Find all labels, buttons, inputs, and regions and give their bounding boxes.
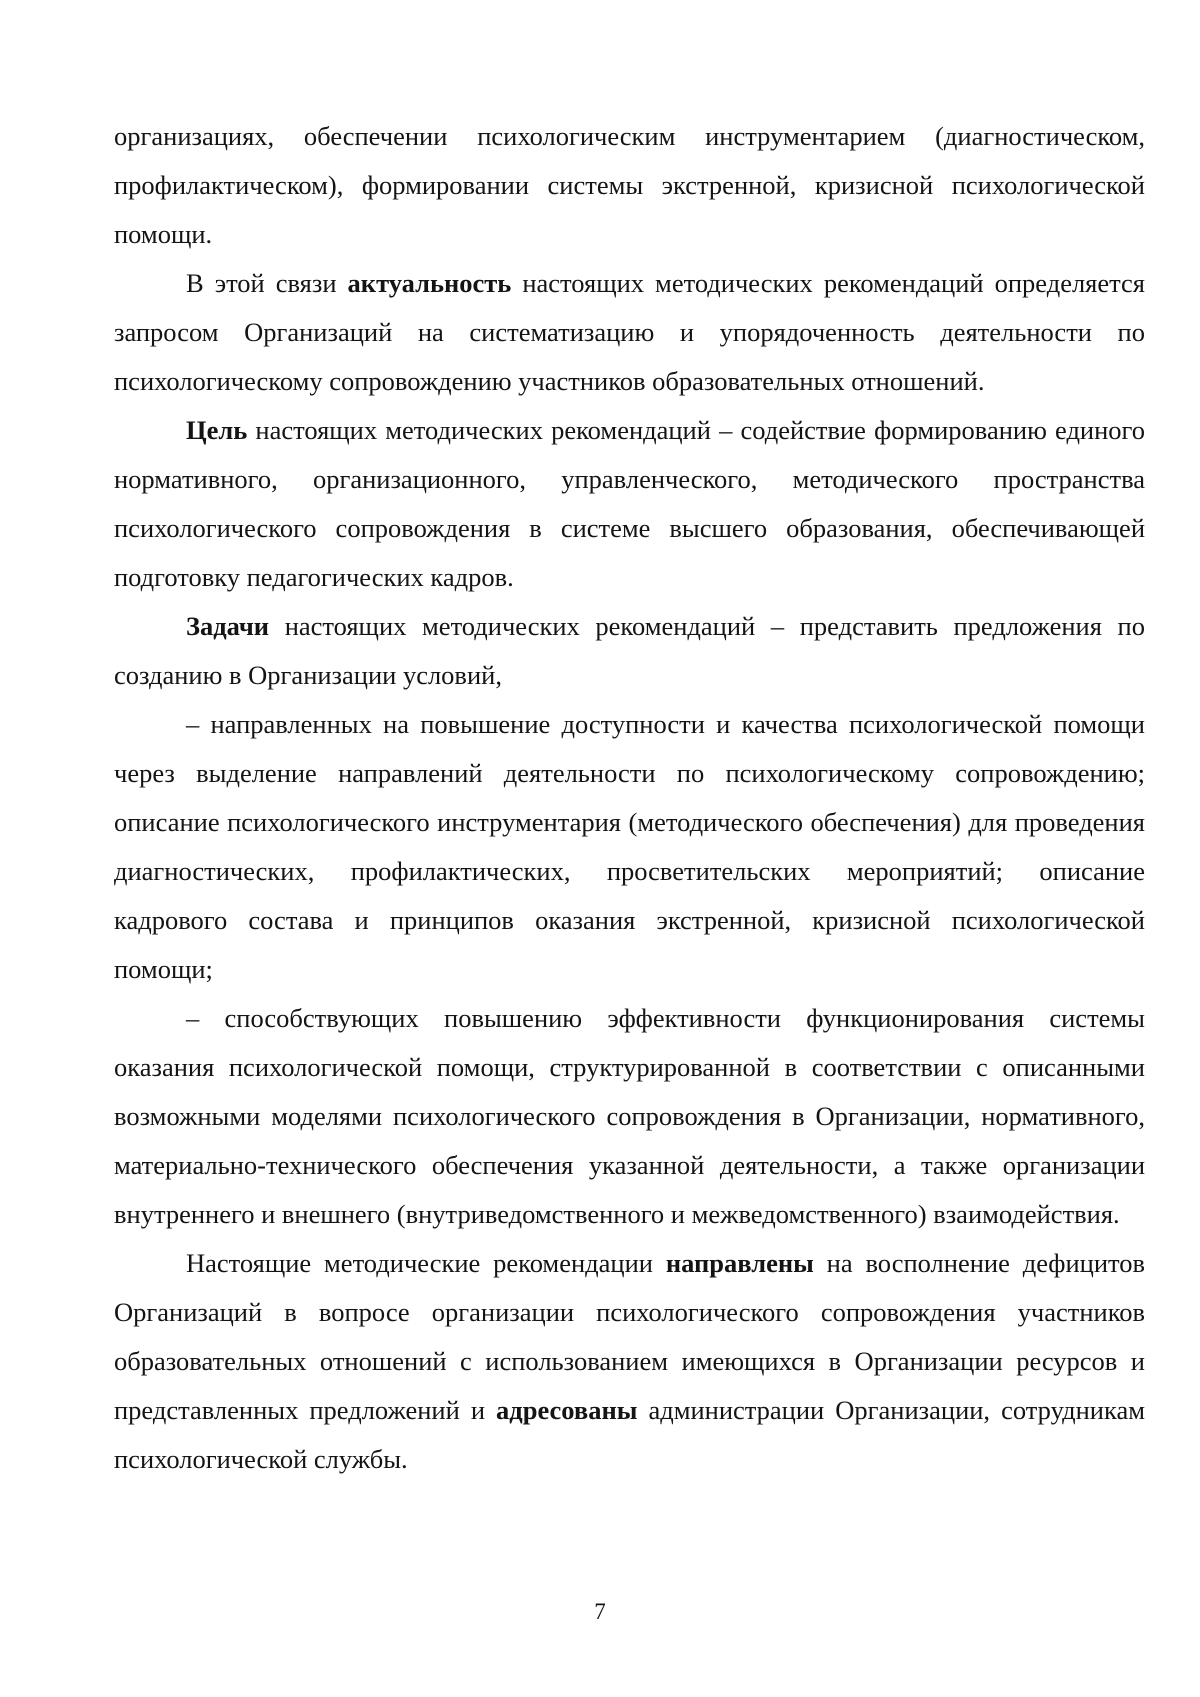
document-body [114, 112, 1145, 1484]
text-run: на восполнение дефицитов Организаций в вопросе организации психологического сопровождения участников образовательных отношений с использованием имеющихся в Организации ресурсов и представленных предложений и [114, 1248, 1145, 1425]
paragraph-p3 [114, 406, 1145, 602]
paragraph-p6 [114, 994, 1145, 1239]
text-run: – направленных на повышение доступности и качества психологической помощи через выделение направлений деятельности по психологическому сопровождению; описание психологического инструментария (методического обеспечения) для проведения диагностических, профилактических, просветительских мероприятий; описание кадрового состава и принципов оказания экстренной, кризисной психологической помощи; [114, 709, 1145, 984]
text-run: организациях, обеспечении психологическим инструментарием (диагностическом, профилактическом), формировании системы экстренной, кризисной психологической помощи. [114, 121, 1145, 249]
page-number: 7 [594, 1599, 606, 1624]
bold-term: актуальность [347, 268, 512, 298]
bold-term: адресованы [496, 1395, 638, 1425]
bold-term: направлены [665, 1248, 814, 1278]
paragraph-p2 [114, 259, 1145, 406]
paragraph-p7 [114, 1239, 1145, 1484]
text-run: – способствующих повышению эффективности функционирования системы оказания психологической помощи, структурированной в соответствии с описанными возможными моделями психологического сопровождения в Организации, нормативного, материально-технического обеспечения указанной деятельности, а также организации внутреннего и внешнего (внутриведомственного и межведомственного) взаимодействия. [114, 1003, 1145, 1229]
text-run: настоящих методических рекомендаций – представить предложения по созданию в Организации условий, [114, 611, 1145, 690]
text-run: администрации Организации, сотрудникам психологической службы. [114, 1395, 1145, 1474]
paragraph-p5 [114, 700, 1145, 994]
text-run: В этой связи [186, 268, 348, 298]
text-run: настоящих методических рекомендаций – содействие формированию единого нормативного, организационного, управленческого, методического пространства психологического сопровождения в системе высшего образования, обеспечивающей подготовку педагогических кадров. [114, 415, 1145, 592]
paragraph-p4 [114, 602, 1145, 700]
text-run: Настоящие методические рекомендации [186, 1248, 666, 1278]
paragraph-p1 [114, 112, 1145, 259]
bold-term: Задачи [186, 611, 270, 641]
text-run: настоящих методических рекомендаций определяется запросом Организаций на систематизацию и упорядоченность деятельности по психологическому сопровождению участников образовательных отношений. [114, 268, 1145, 396]
bold-term: Цель [186, 415, 248, 445]
